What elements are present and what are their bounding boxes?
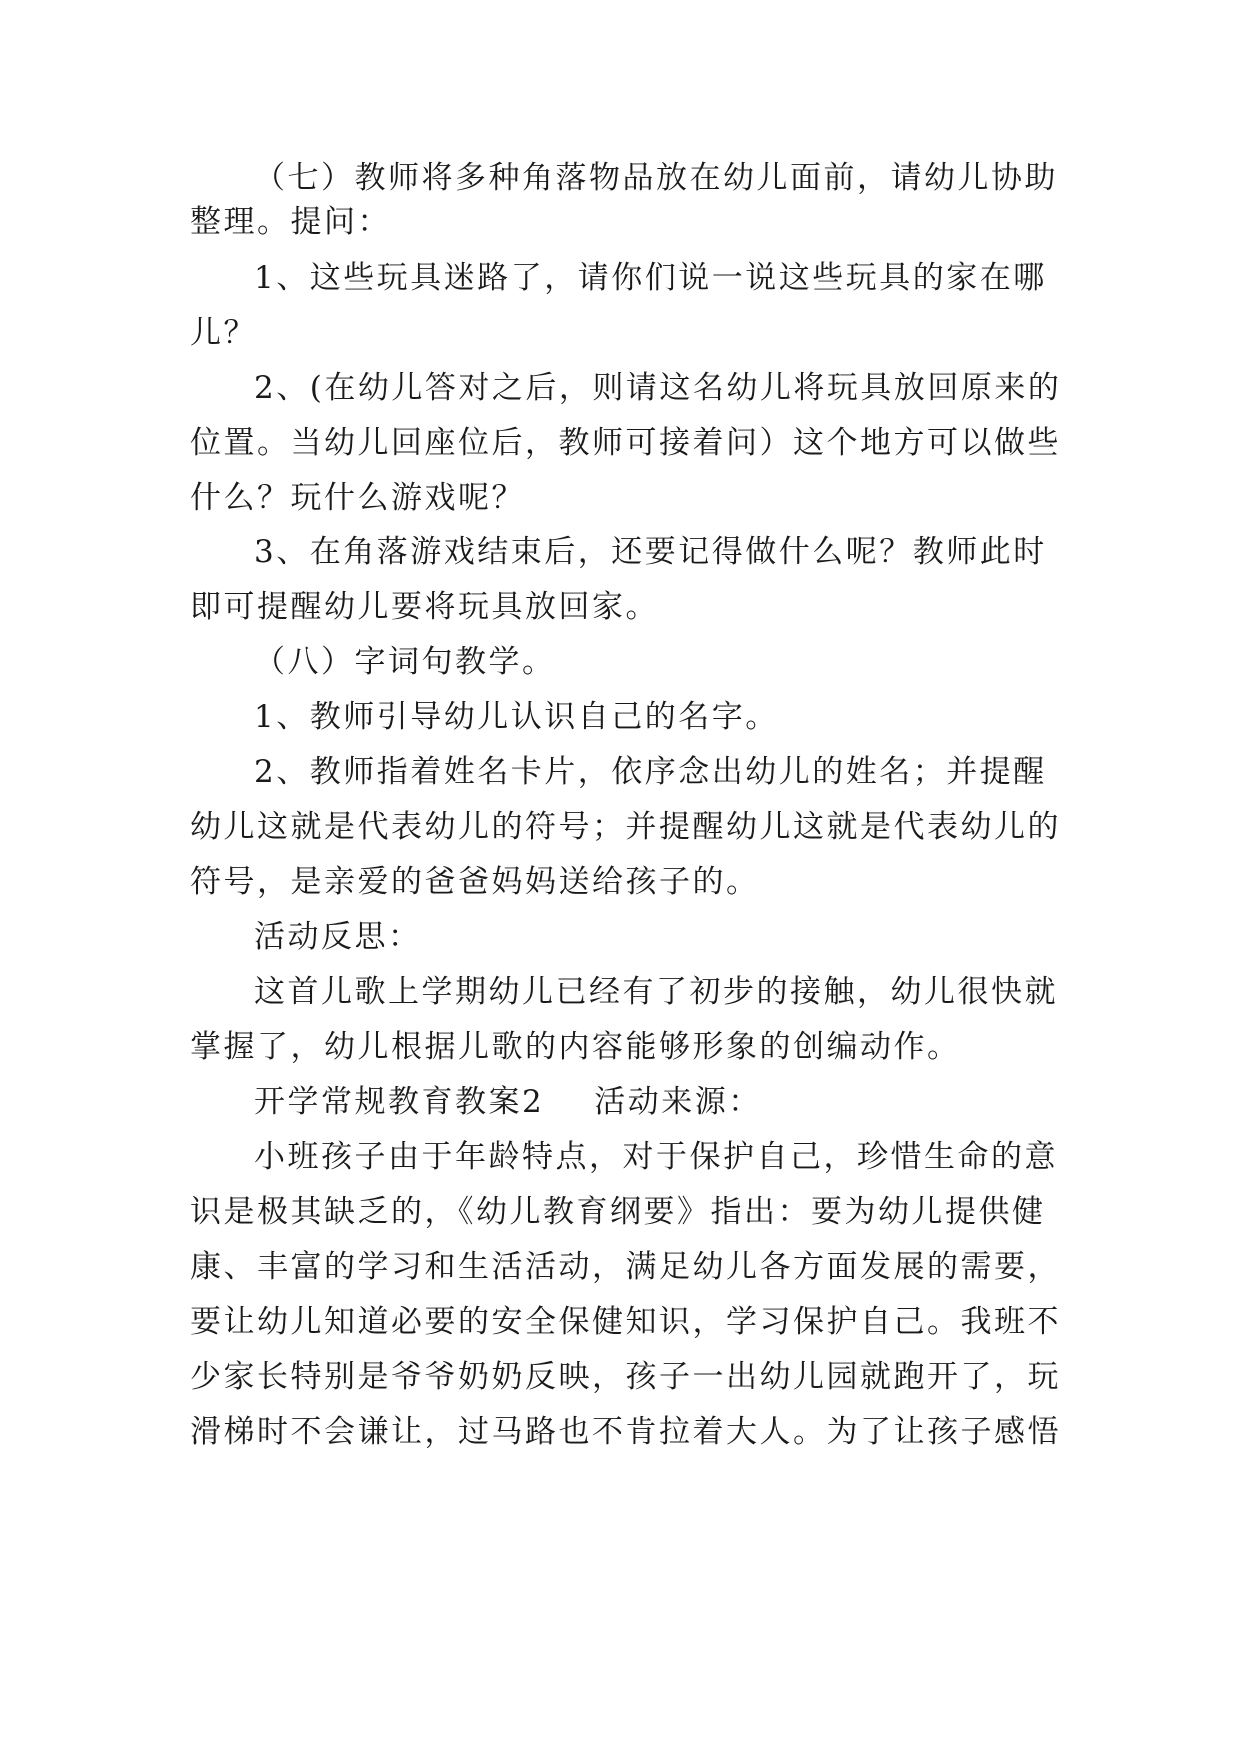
text-line: 少家长特别是爷爷奶奶反映，孩子一出幼儿园就跑开了，玩 bbox=[190, 1359, 1061, 1395]
text-line: 符号，是亲爱的爸爸妈妈送给孩子的。 bbox=[190, 864, 760, 900]
text-line: 要让幼儿知道必要的安全保健知识，学习保护自己。我班不 bbox=[190, 1304, 1061, 1340]
text-line: 识是极其缺乏的，《幼儿教育纲要》指出：要为幼儿提供健 bbox=[190, 1194, 1046, 1230]
text-line: 2、教师指着姓名卡片，依序念出幼儿的姓名；并提醒 bbox=[254, 754, 1047, 790]
section-heading: 活动来源： bbox=[594, 1084, 762, 1120]
text-line: 2、(在幼儿答对之后，则请这名幼儿将玩具放回原来的 bbox=[254, 370, 1062, 406]
text-line: 1、这些玩具迷路了，请你们说一说这些玩具的家在哪 bbox=[254, 260, 1047, 296]
text-line: 整理。提问： bbox=[190, 204, 391, 240]
text-line: 即可提醒幼儿要将玩具放回家。 bbox=[190, 589, 659, 625]
text-line: 位置。当幼儿回座位后，教师可接着问）这个地方可以做些 bbox=[190, 425, 1061, 461]
text-line: （七）教师将多种角落物品放在幼儿面前，请幼儿协助 bbox=[254, 160, 1058, 196]
text-line: 儿？ bbox=[190, 315, 257, 351]
text-line: 小班孩子由于年龄特点，对于保护自己，珍惜生命的意 bbox=[254, 1139, 1058, 1175]
text-line: 1、教师引导幼儿认识自己的名字。 bbox=[254, 699, 779, 735]
lesson-title: 开学常规教育教案2 bbox=[254, 1084, 545, 1120]
text-line: 3、在角落游戏结束后，还要记得做什么呢？教师此时 bbox=[254, 534, 1047, 570]
text-line: 滑梯时不会谦让，过马路也不肯拉着大人。为了让孩子感悟 bbox=[190, 1414, 1061, 1450]
text-line: 幼儿这就是代表幼儿的符号；并提醒幼儿这就是代表幼儿的 bbox=[190, 809, 1061, 845]
section-heading: 活动反思： bbox=[254, 919, 422, 955]
text-line: 掌握了，幼儿根据儿歌的内容能够形象的创编动作。 bbox=[190, 1029, 961, 1065]
section-heading: （八）字词句教学。 bbox=[254, 644, 556, 680]
lesson-title-line bbox=[254, 1082, 762, 1122]
text-line: 这首儿歌上学期幼儿已经有了初步的接触，幼儿很快就 bbox=[254, 974, 1058, 1010]
text-line: 什么？玩什么游戏呢？ bbox=[190, 480, 525, 516]
text-line: 康、丰富的学习和生活活动，满足幼儿各方面发展的需要， bbox=[190, 1249, 1061, 1285]
